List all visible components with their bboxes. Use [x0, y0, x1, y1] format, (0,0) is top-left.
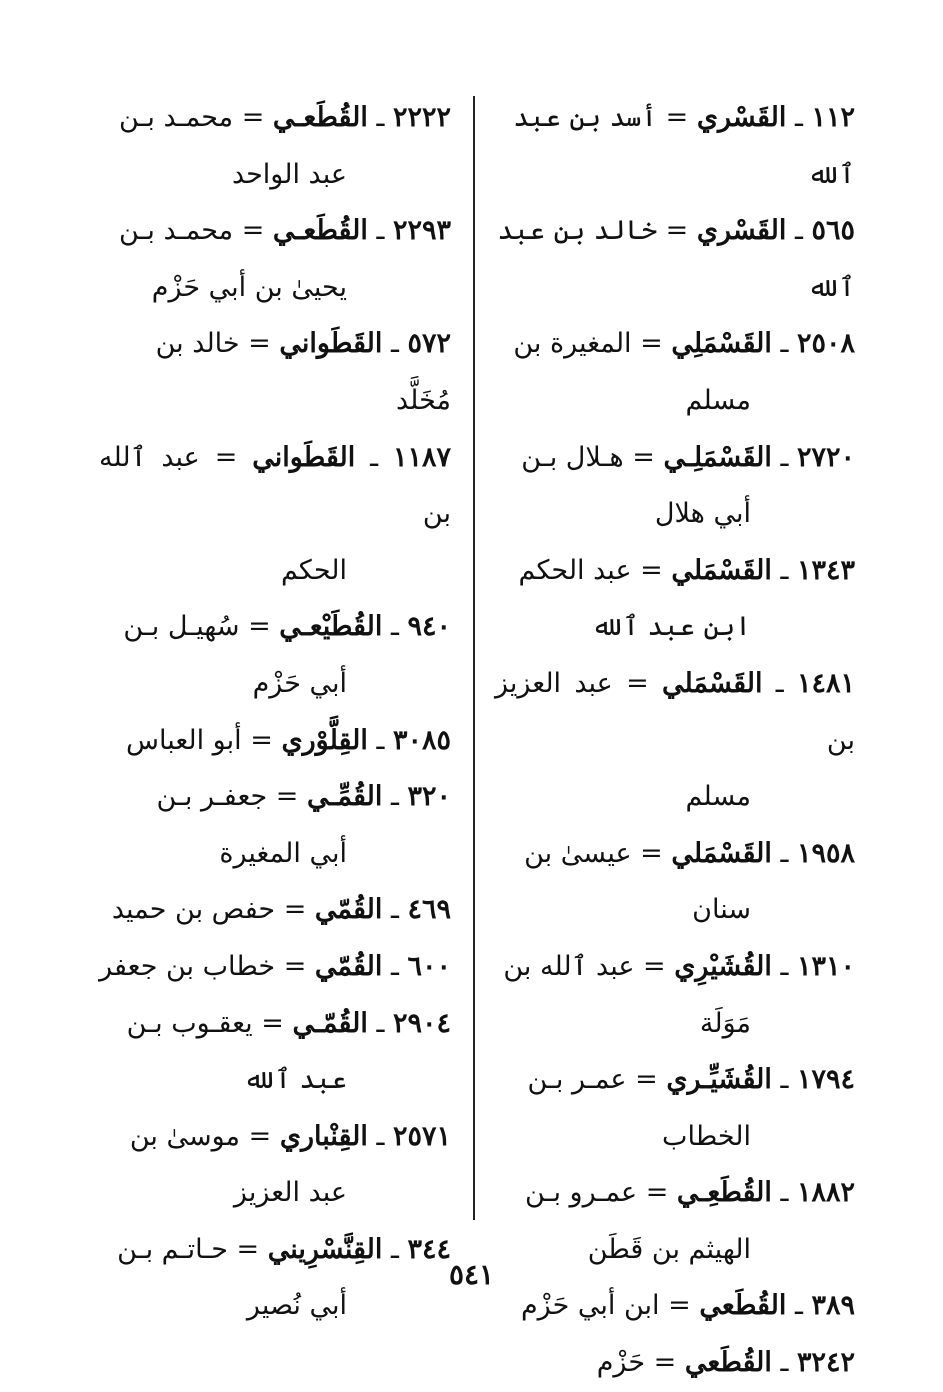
entry-nisba: القُمّي — [314, 894, 383, 926]
page-number: ٥٤١ — [448, 1258, 495, 1291]
entry-nisba: القُمِّـي — [306, 781, 383, 813]
entry-name: عبد الحكم — [518, 554, 632, 586]
entry-name: ابن أبي حَزْم — [520, 1290, 660, 1322]
entry-continuation: مَوَلَة — [699, 1007, 751, 1039]
entry-name: عبد ٱلله بن — [503, 950, 635, 982]
entry-nisba: القُطَعي — [699, 1290, 787, 1322]
entry-number: ١٣٤٣ — [796, 554, 855, 586]
index-entry: ١٤٨١ ـ القَسْمَلي = عبد العزيز بن مسلم — [495, 656, 855, 826]
entry-name: حَزْم — [596, 1347, 646, 1379]
entry-number: ٢٥٠٨ — [796, 328, 855, 360]
entry-number: ٣٢٤٢ — [796, 1347, 855, 1379]
entry-name: عمـرو بـن — [524, 1177, 638, 1209]
entry-name: أسد بن عبد ٱلله — [513, 102, 855, 190]
index-entry: ٢٩٠٤ ـ القُمّـي = يعقـوب بـن عبد ٱلله — [99, 996, 451, 1109]
entry-number: ٢٢٢٢ — [392, 102, 451, 133]
left-column — [99, 90, 451, 1335]
index-entry: ٩٤٠ ـ القُطَيْعـي = سُهيـل بـن أبي حَزْم — [99, 599, 451, 712]
entry-nisba: القَسْمَلي — [671, 837, 772, 869]
entry-nisba: القِنْباري — [279, 1120, 368, 1152]
entry-number: ٥٧٢ — [407, 328, 451, 360]
entry-number: ٢٧٢٠ — [796, 441, 855, 473]
index-entry: ٣٢٤٢ ـ القُطَعي = حَزْم — [596, 1347, 855, 1379]
entry-name: حفص بن حميد — [111, 894, 276, 926]
entry-number: ٩٤٠ — [407, 611, 451, 643]
index-entry: ١١٢ ـ القَسْري = أسد بن عبد ٱلله — [513, 102, 855, 190]
entry-continuation: يحيىٰ بن أبي حَزْم — [151, 271, 347, 303]
entry-nisba: القَسْري — [696, 215, 787, 247]
entry-nisba: القُطَيْعـي — [279, 611, 383, 643]
entry-nisba: القَسْري — [696, 102, 787, 133]
entry-continuation: الهيثم بن قَطَن — [587, 1233, 751, 1265]
index-entry: ٣٨٩ ـ القُطَعي = ابن أبي حَزْم — [520, 1290, 855, 1322]
index-entry: ٥٧٢ ـ القَطَواني = خالد بن مُخَلَّد — [155, 328, 451, 416]
index-entry: ١٩٥٨ ـ القَسْمَلي = عيسىٰ بن سنان — [495, 826, 855, 939]
entry-number: ٢٥٧١ — [392, 1120, 451, 1152]
entry-name: موسىٰ بن — [129, 1120, 241, 1152]
index-entry: ٢٢٩٣ ـ القُطَعـي = محمـد بـن يحيىٰ بن أبي حَزْم — [99, 203, 451, 316]
entry-nisba: القَسْمَلِـي — [663, 441, 772, 473]
entry-number: ٦٠٠ — [407, 950, 451, 982]
entry-nisba: القَسْمَلي — [661, 667, 763, 699]
entry-number: ٣٤٤ — [407, 1233, 451, 1265]
entry-nisba: القِنَّسْرِيني — [267, 1233, 383, 1265]
entry-continuation: أبي هلال — [654, 498, 751, 530]
entry-number: ١٩٥٨ — [796, 837, 855, 869]
entry-nisba: القَطَواني — [279, 328, 383, 360]
index-entry: ٢٥٧١ ـ القِنْباري = موسىٰ بن عبد العزيز — [99, 1109, 451, 1222]
entry-nisba: القَسْمَلِي — [671, 328, 772, 360]
entry-name: محمـد بـن — [118, 102, 234, 133]
entry-number: ١١٨٧ — [392, 441, 451, 473]
entry-name: عيسىٰ بن — [524, 837, 632, 869]
entry-name: عمـر بـن — [527, 1064, 627, 1096]
right-column — [495, 90, 855, 1392]
entry-name: محمـد بـن — [118, 215, 234, 247]
entry-number: ١٧٩٤ — [796, 1064, 855, 1096]
entry-number: ١١٢ — [811, 102, 855, 133]
entry-number: ٣٠٨٥ — [392, 724, 451, 756]
entry-name: المغيرة بن — [513, 328, 632, 360]
index-entry: ٣٠٨٥ ـ القِلَّوْري = أبو العباس — [126, 724, 451, 756]
entry-nisba: القَطَواني — [252, 441, 356, 473]
index-entry: ٦٠٠ ـ القُمّي = خطاب بن جعفر — [99, 950, 451, 982]
entry-number: ٢٢٩٣ — [392, 215, 451, 247]
entry-name: عبد العزيز بن — [495, 667, 855, 756]
entry-continuation: مسلم — [685, 384, 751, 416]
entry-nisba: القُشَيْرِي — [674, 950, 772, 982]
entry-nisba: القُطَعِـي — [676, 1177, 772, 1209]
entry-name: خالد بن عبد ٱلله — [497, 215, 855, 303]
entry-name: هـلال بـن — [521, 441, 624, 473]
index-entry: ١٨٨٢ ـ القُطَعِـي = عمـرو بـن الهيثم بن قَطَن — [495, 1165, 855, 1278]
entry-continuation: عبد العزيز — [233, 1177, 347, 1209]
entry-continuation: أبي حَزْم — [252, 667, 347, 699]
entry-number: ٣٨٩ — [811, 1290, 855, 1322]
entry-nisba: القُطَعـي — [272, 102, 368, 133]
entry-number: ١٤٨١ — [797, 667, 856, 699]
entry-continuation: أبي نُصير — [246, 1290, 347, 1322]
index-entry: ٤٦٩ ـ القُمّي = حفص بن حميد — [111, 894, 451, 926]
entry-name: حـاتـم بـن — [117, 1233, 228, 1265]
entry-name: خطاب بن جعفر — [99, 950, 276, 982]
entry-name: خالد بن مُخَلَّد — [155, 328, 451, 416]
entry-continuation: مسلم — [685, 781, 751, 813]
entry-nisba: القُشَيِّـري — [666, 1064, 772, 1096]
column-divider — [473, 96, 475, 1220]
index-entry: ٥٦٥ ـ القَسْري = خالد بن عبد ٱلله — [497, 215, 855, 303]
entry-number: ٢٩٠٤ — [392, 1007, 451, 1039]
entry-nisba: القَسْمَلي — [671, 554, 772, 586]
entry-number: ٤٦٩ — [407, 894, 451, 926]
index-entry: ٣٢٠ ـ القُمِّـي = جعفـر بـن أبي المغيرة — [99, 769, 451, 882]
index-entry: ١٣٤٣ ـ القَسْمَلي = عبد الحكم ابن عبد ٱلله — [495, 543, 855, 656]
entry-nisba: القُمّـي — [292, 1007, 368, 1039]
entry-continuation: الحكم — [280, 554, 347, 586]
index-entry: ١٣١٠ ـ القُشَيْرِي = عبد ٱلله بن مَوَلَة — [495, 939, 855, 1052]
entry-number: ١٨٨٢ — [796, 1177, 855, 1209]
entry-continuation: عبد الواحد — [231, 158, 347, 190]
entry-number: ١٣١٠ — [796, 950, 855, 982]
index-entry: ٣٤٤ ـ القِنَّسْرِيني = حـاتـم بـن أبي نُصير — [99, 1222, 451, 1335]
entry-number: ٣٢٠ — [407, 781, 451, 813]
index-entry: ٢٢٢٢ ـ القُطَعـي = محمـد بـن عبد الواحد — [99, 90, 451, 203]
entry-nisba: القِلَّوْري — [281, 724, 368, 756]
entry-continuation: الخطاب — [662, 1120, 751, 1152]
index-entry: ٢٥٠٨ ـ القَسْمَلِي = المغيرة بن مسلم — [495, 316, 855, 429]
entry-continuation: ابن عبد ٱلله — [591, 611, 751, 643]
index-entry: ١٧٩٤ ـ القُشَيِّـري = عمـر بـن الخطاب — [495, 1052, 855, 1165]
entry-continuation: سنان — [692, 894, 751, 926]
entry-nisba: القُطَعي — [684, 1347, 772, 1379]
index-entry: ١١٨٧ ـ القَطَواني = عبد ٱلله بن الحكم — [99, 430, 451, 600]
entry-number: ٥٦٥ — [811, 215, 855, 247]
entry-name: يعقـوب بـن — [126, 1007, 253, 1039]
entry-nisba: القُمّي — [314, 950, 383, 982]
entry-name: سُهيـل بـن — [123, 611, 240, 643]
index-entry: ٢٧٢٠ ـ القَسْمَلِـي = هـلال بـن أبي هلال — [495, 430, 855, 543]
entry-name: عبد ٱلله بن — [99, 441, 451, 530]
entry-name: جعفـر بـن — [156, 781, 268, 813]
entry-name: أبو العباس — [126, 724, 242, 756]
entry-nisba: القُطَعـي — [272, 215, 368, 247]
entry-continuation: أبي المغيرة — [219, 837, 347, 869]
entry-continuation: عبد ٱلله — [243, 1064, 347, 1096]
